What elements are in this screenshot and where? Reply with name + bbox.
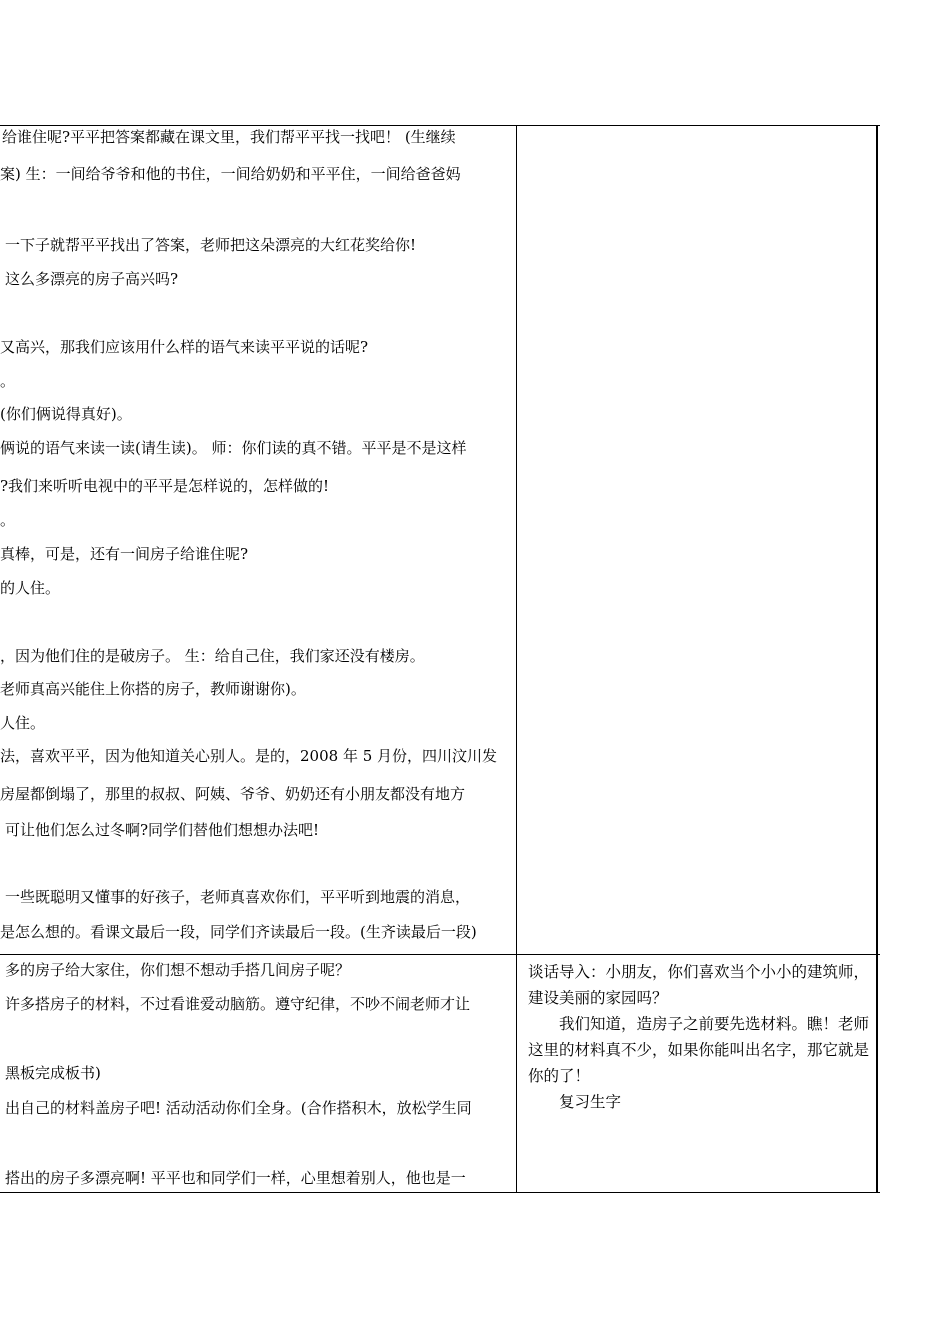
table-bottom-border <box>0 1192 880 1193</box>
row1-left-cell <box>0 125 516 954</box>
text-line: 法，喜欢平平，因为他知道关心别人。是的，2008 年 5 月份，四川汶川发 <box>0 747 498 765</box>
text-line: 一些既聪明又懂事的好孩子，老师真喜欢你们，平平听到地震的消息， <box>5 888 471 906</box>
text-line: 一下子就帮平平找出了答案，老师把这朵漂亮的大红花奖给你! <box>5 236 417 254</box>
text-line: 。 <box>0 511 16 529</box>
text-line: 许多搭房子的材料，不过看谁爱动脑筋。遵守纪律，不吵不闹老师才让 <box>5 995 471 1013</box>
row1-right-cell <box>520 125 874 954</box>
table-right-border <box>876 125 878 1193</box>
text-line: 案) 生：一间给爷爷和他的书住，一间给奶奶和平平住，一间给爸爸妈 <box>0 165 461 183</box>
text-line: 人住。 <box>0 714 46 732</box>
text-line: 搭出的房子多漂亮啊! 平平也和同学们一样，心里想着别人，他也是一 <box>5 1169 466 1187</box>
text-line: (你们俩说得真好)。 <box>0 405 132 423</box>
intro-paragraph: 谈话导入：小朋友，你们喜欢当个小小的建筑师，建设美丽的家园吗？ <box>528 963 870 1007</box>
text-line: 出自己的材料盖房子吧! 活动活动你们全身。(合作搭积木，放松学生同 <box>5 1099 472 1117</box>
teaching-notes <box>528 959 874 1115</box>
text-line: 。 <box>0 372 16 390</box>
text-line: 可让他们怎么过冬啊?同学们替他们想想办法吧! <box>5 821 320 839</box>
text-line: 的人住。 <box>0 579 61 597</box>
text-line: 是怎么想的。看课文最后一段，同学们齐读最后一段。(生齐读最后一段) <box>0 923 477 941</box>
row2-left-cell <box>0 955 516 1192</box>
lesson-plan-table <box>0 125 880 1193</box>
text-line: 这么多漂亮的房子高兴吗? <box>5 270 179 288</box>
text-line: 多的房子给大家住，你们想不想动手搭几间房子呢？ <box>5 961 351 979</box>
review-paragraph: 复习生字 <box>559 1093 622 1111</box>
text-line: 房屋都倒塌了，那里的叔叔、阿姨、爷爷、奶奶还有小朋友都没有地方 <box>0 785 466 803</box>
text-line: 老师真高兴能住上你搭的房子，教师谢谢你)。 <box>0 680 306 698</box>
text-line: 俩说的语气来读一读(请生读)。 师：你们读的真不错。平平是不是这样 <box>0 439 467 457</box>
text-line: 真棒，可是，还有一间房子给谁住呢? <box>0 545 249 563</box>
text-line: 又高兴，那我们应该用什么样的语气来读平平说的话呢? <box>0 338 369 356</box>
text-line: 黑板完成板书) <box>5 1064 101 1082</box>
text-line: ，因为他们住的是破房子。 生：给自己住，我们家还没有楼房。 <box>0 647 425 665</box>
text-line: 给谁住呢?平平把答案都藏在课文里，我们帮平平找一找吧！ (生继续 <box>2 128 456 146</box>
materials-paragraph: 我们知道，造房子之前要先选材料。瞧！老师这里的材料真不少，如果你能叫出名字，那它就是你的了！ <box>528 1015 870 1085</box>
column-divider <box>516 125 517 1193</box>
text-line: ?我们来听听电视中的平平是怎样说的，怎样做的! <box>0 477 330 495</box>
row2-right-cell <box>520 955 874 1192</box>
